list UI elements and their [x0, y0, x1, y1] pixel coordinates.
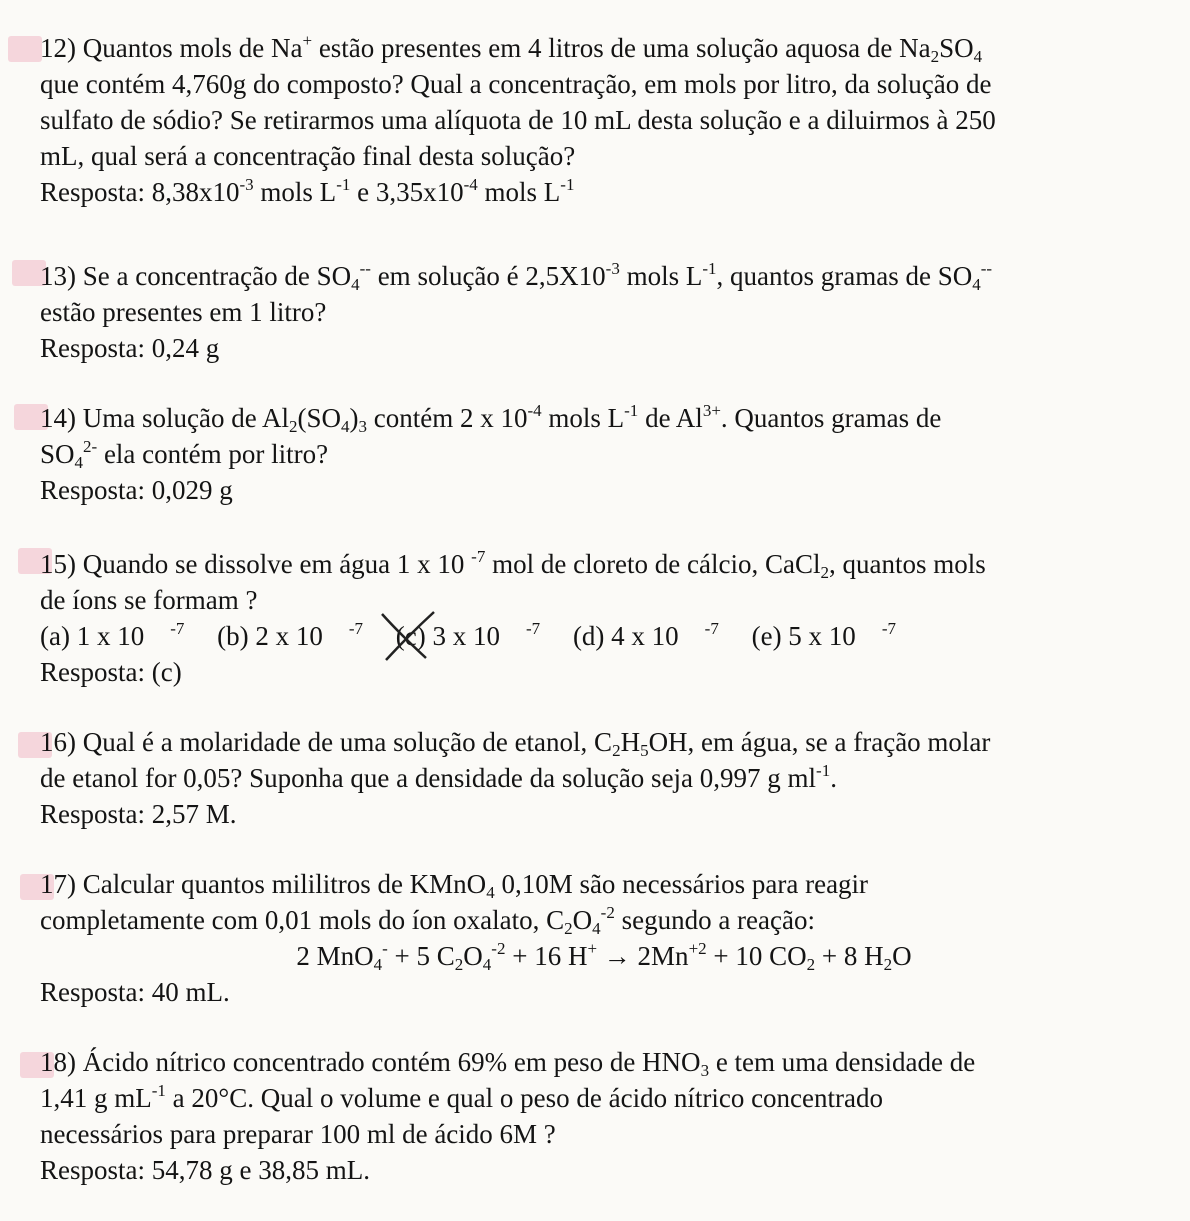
question-12-line: sulfato de sódio? Se retirarmos uma alíquota de 10 mL desta solução e a diluirmos à 250: [40, 105, 996, 135]
question-12-line: mL, qual será a concentração final desta solução?: [40, 141, 576, 171]
question-16-answer: Resposta: 2,57 M.: [40, 799, 237, 829]
question-17-answer: Resposta: 40 mL.: [40, 977, 230, 1007]
question-16-line: 16) Qual é a molaridade de uma solução de etanol, $C_2H_5OH$, em água, se a fração molar: [40, 727, 991, 760]
question-17: [40, 866, 1168, 1010]
question-18: [40, 1044, 1168, 1188]
question-18-line: necessários para preparar 100 ml de ácido 6M ?: [40, 1119, 556, 1149]
question-15: [40, 546, 1168, 690]
question-12-answer: Resposta: $8,38x10^{-3}$ mols $L^{-1}$ e $3,35x10^{-4}$ mols $L^{-1}$: [40, 175, 575, 207]
question-18-line: 1,41 g $mL^{-1}$ a 20°C. Qual o volume e qual o peso de ácido nítrico concentrado: [40, 1081, 884, 1113]
highlight-mark: [8, 36, 42, 62]
question-15-line: de íons se formam ?: [40, 585, 258, 615]
question-18-answer: Resposta: 54,78 g e 38,85 mL.: [40, 1155, 370, 1185]
option-d: (d) 4 x $10^{-7}$: [572, 619, 719, 651]
handwritten-cross-mark: [376, 608, 446, 664]
question-18-line: 18) Ácido nítrico concentrado contém 69% em peso de $HNO_3$ e tem uma densidade de: [40, 1047, 976, 1080]
question-17-line: completamente com 0,01 mols do íon oxalato, $C_2O_4^{-2}$ segundo a reação:: [40, 903, 815, 938]
question-12-line: 12) Quantos mols de Na+ estão presentes em 4 litros de uma solução aquosa de $Na_2SO_4$: [40, 31, 983, 66]
question-14: [40, 400, 1168, 508]
question-13: [40, 258, 1168, 366]
question-13-line: estão presentes em 1 litro?: [40, 297, 327, 327]
option-c: (c) 3 x $10^{-7}$: [396, 618, 540, 654]
question-12: [40, 30, 1168, 210]
question-13-answer: Resposta: 0,24 g: [40, 333, 220, 363]
question-15-answer: Resposta: (c): [40, 657, 182, 687]
option-b: (b) 2 x $10^{-7}$: [217, 619, 364, 651]
question-13-line: 13) Se a concentração de $SO_4^{--}$ em solução é $2,5X10^{-3}$ mols $L^{-1}$, quantos gramas de $SO_4^{--}$: [40, 259, 993, 294]
option-a: (a) 1 x $10^{-7}$: [40, 619, 185, 651]
question-16: [40, 724, 1168, 832]
question-16-line: de etanol for 0,05? Suponha que a densidade da solução seja 0,997 g $ml^{-1}$.: [40, 761, 837, 793]
question-12-line: que contém 4,760g do composto? Qual a concentração, em mols por litro, da solução de: [40, 69, 992, 99]
options-row: [40, 618, 1168, 654]
question-15-line: 15) Quando se dissolve em água 1 x 10 $^{-7}$ mol de cloreto de cálcio, CaCl$_2$, quantos mols: [40, 547, 986, 582]
question-14-line: $SO_4^{2-}$ ela contém por litro?: [40, 437, 329, 472]
question-14-answer: Resposta: 0,029 g: [40, 475, 233, 505]
option-e: (e) 5 x $10^{-7}$: [751, 619, 896, 651]
question-14-line: 14) Uma solução de $Al_2(SO_4)_3$ contém 2 x $10^{-4}$ mols $L^{-1}$ de $Al^{3+}$. Quantos gramas de: [40, 401, 942, 436]
reaction-equation: 2 MnO$_4$- + 5 $C_2O_4^{-2} + 16$ $H^+ \to 2Mn^{+2} + 10$ $CO_2 + 8$ $H_2O$: [296, 939, 912, 974]
question-17-line: 17) Calcular quantos mililitros de KMnO$_4$ 0,10M são necessários para reagir: [40, 869, 869, 902]
